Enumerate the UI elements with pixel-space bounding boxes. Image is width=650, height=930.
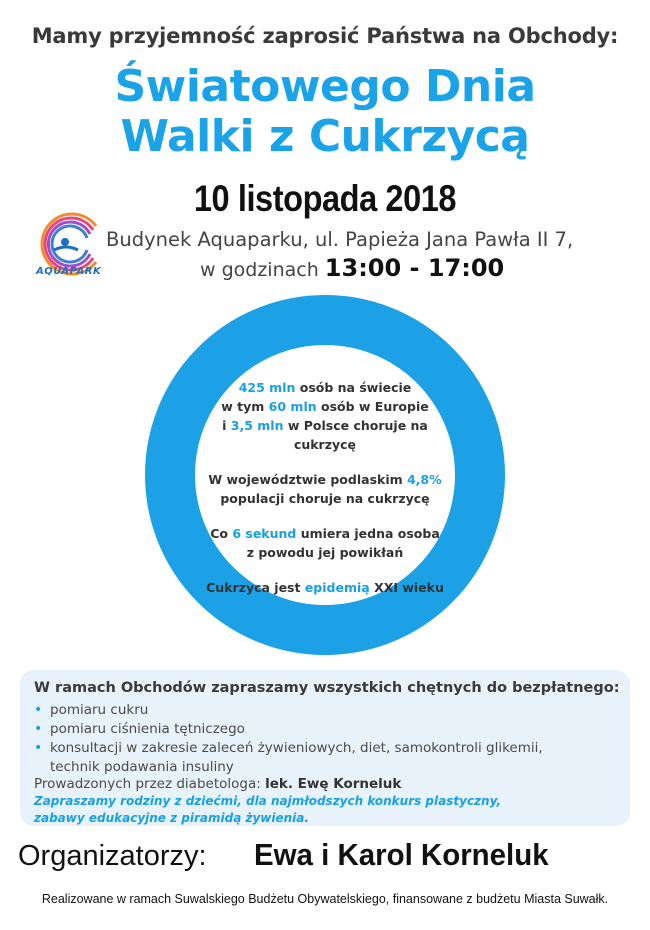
diabetes-facts xyxy=(195,378,455,613)
bullet-icon: • xyxy=(34,702,43,718)
doctor-line xyxy=(34,776,401,792)
stat-world: 425 mln xyxy=(238,380,296,395)
list-item xyxy=(34,720,570,739)
list-item-text: pomiaru cukru xyxy=(50,702,149,718)
fact-text: osób w Europie xyxy=(316,399,429,414)
event-hours: 13:00 - 17:00 xyxy=(324,254,505,282)
list-item-text: konsultacji w zakresie zaleceń żywieniowych, diet, samokontroli glikemii, technik podawania insuliny xyxy=(50,740,543,775)
fact-text: populacji choruje na cukrzycę xyxy=(220,491,430,506)
fact-text: i xyxy=(222,418,231,433)
organizers-names: Ewa i Karol Korneluk xyxy=(254,837,549,872)
bullet-icon: • xyxy=(34,721,43,737)
stat-poland: 3,5 mln xyxy=(230,418,284,433)
title-line-1: Światowego Dnia xyxy=(114,61,536,112)
fact-podlaskie xyxy=(195,470,455,508)
funding-footer: Realizowane w ramach Suwalskiego Budżetu Obywatelskiego, finansowane z budżetu Miasta Suwałk. xyxy=(41,892,609,906)
event-date: 10 listopada 2018 xyxy=(193,178,457,219)
hours-prefix: w godzinach xyxy=(200,259,319,281)
fact-text: Cukrzyca jest xyxy=(206,580,305,595)
info-heading: W ramach Obchodów zapraszamy wszystkich chętnych do bezpłatnego: xyxy=(34,680,620,696)
stat-podlaskie: 4,8% xyxy=(406,472,442,487)
doctor-name: lek. Ewę Korneluk xyxy=(265,776,402,792)
list-item-text: pomiaru ciśnienia tętniczego xyxy=(50,721,245,737)
list-item xyxy=(34,701,570,720)
fact-text: z powodu jej powikłań xyxy=(246,545,404,560)
event-title xyxy=(0,62,650,162)
fact-text: w Polsce choruje na cukrzycę xyxy=(283,418,428,452)
title-line-2: Walki z Cukrzycą xyxy=(120,111,530,162)
hours-line xyxy=(200,254,504,282)
fact-text: Co xyxy=(210,526,233,541)
bullet-icon: • xyxy=(34,740,43,756)
fact-text: osób na świecie xyxy=(295,380,412,395)
venue-address: Budynek Aquaparku, ul. Papieża Jana Pawła II 7, xyxy=(106,228,574,251)
fact-text: W województwie podlaskim xyxy=(208,472,407,487)
fact-text: umiera jedna osoba xyxy=(296,526,440,541)
fact-epidemic xyxy=(195,578,455,597)
services-list xyxy=(34,701,570,777)
fact-text: XXI wieku xyxy=(369,580,444,595)
stat-epidemic: epidemią xyxy=(304,580,370,595)
fact-text: w tym xyxy=(221,399,269,414)
stat-europe: 60 mln xyxy=(268,399,317,414)
stat-seconds: 6 sekund xyxy=(232,526,297,541)
fact-mortality xyxy=(195,524,455,562)
note-line-1: Zapraszamy rodziny z dziećmi, dla najmłodszych konkurs plastyczny, xyxy=(34,794,502,808)
note-line-2: zabawy edukacyjne z piramidą żywienia. xyxy=(34,811,309,825)
organizers-label: Organizatorzy: xyxy=(18,840,207,872)
list-item xyxy=(34,739,570,777)
family-note xyxy=(34,793,501,827)
doctor-prefix: Prowadzonych przez diabetologa: xyxy=(34,776,261,792)
logo-text: AQUAPARK xyxy=(36,266,102,277)
fact-world-stats xyxy=(195,378,455,454)
intro-text: Mamy przyjemność zaprosić Państwa na Obchody: xyxy=(31,24,619,48)
